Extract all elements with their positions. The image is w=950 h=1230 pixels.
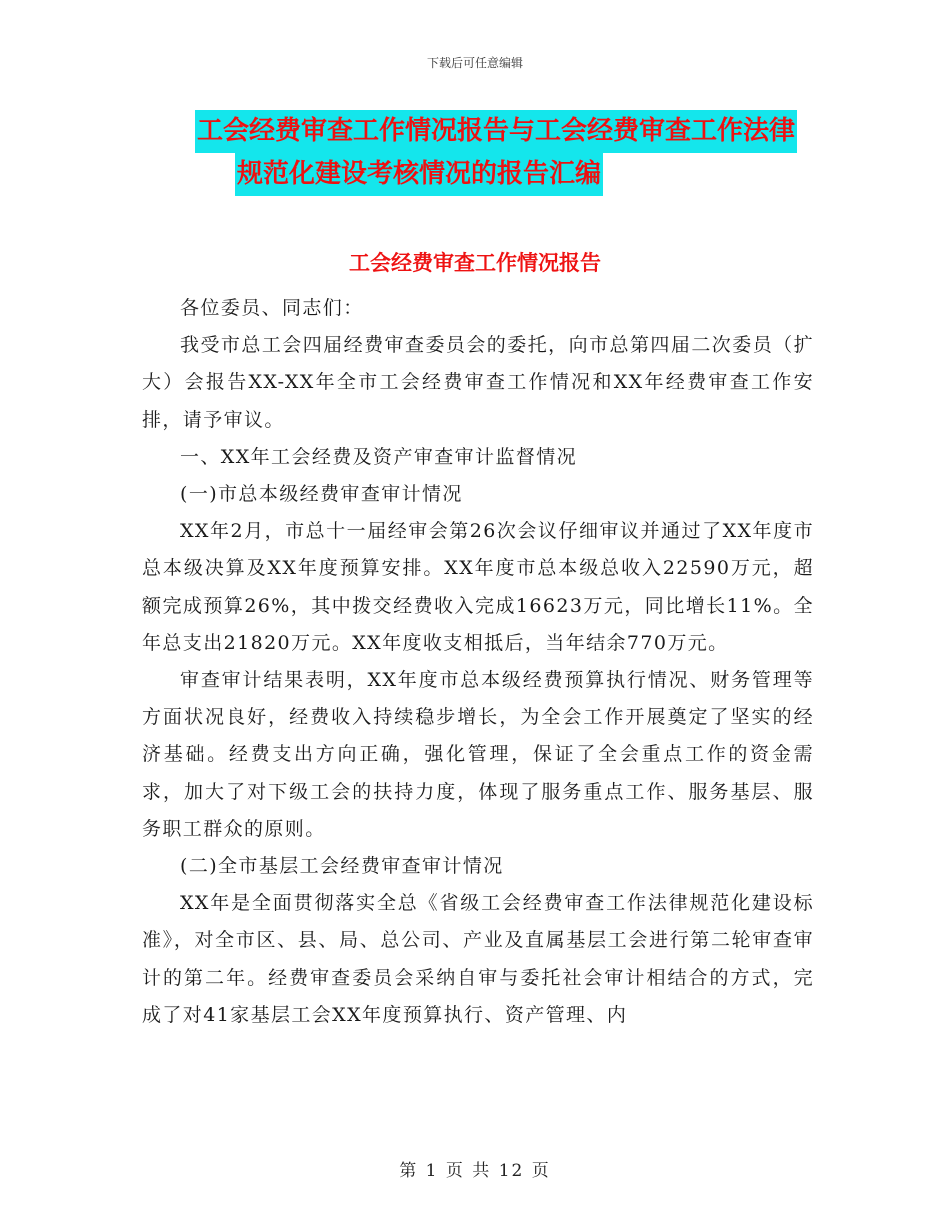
body-text bbox=[142, 290, 814, 1034]
subsection-heading-2: (二)全市基层工会经费审查审计情况 bbox=[180, 855, 504, 878]
document-title-line-1: 工会经费审查工作情况报告与工会经费审查工作法律 bbox=[195, 110, 797, 153]
document-title bbox=[0, 110, 950, 196]
page-number: 第 1 页 共 12 页 bbox=[399, 1161, 551, 1181]
document-title-line-2: 规范化建设考核情况的报告汇编 bbox=[235, 153, 603, 196]
paragraph-intro: 我受市总工会四届经费审查委员会的委托，向市总第四届二次委员（扩大）会报告XX-XX年全市工会经费审查工作情况和XX年经费审查工作安排，请予审议。 bbox=[142, 334, 814, 431]
paragraph-salutation: 各位委员、同志们： bbox=[180, 297, 364, 319]
paragraph-grassroots: XX年是全面贯彻落实全总《省级工会经费审查工作法律规范化建设标准》，对全市区、县、局、总公司、产业及直属基层工会进行第二轮审查审计的第二年。经费审查委员会采纳自审与委托社会审计相结合的方式，完成了对41家基层工会XX年度预算执行、资产管理、内 bbox=[142, 892, 814, 1026]
subsection-heading-1: (一)市总本级经费审查审计情况 bbox=[180, 483, 463, 506]
paragraph-budget: XX年2月，市总十一届经审会第26次会议仔细审议并通过了XX年度市总本级决算及XX年度预算安排。XX年度市总本级总收入22590万元，超额完成预算26%，其中拨交经费收入完成16623万元，同比增长11%。全年总支出21820万元。XX年度收支相抵后，当年结余770万元。 bbox=[142, 520, 814, 654]
page-header-note: 下载后可任意编辑 bbox=[426, 56, 523, 70]
report-title: 工会经费审查工作情况报告 bbox=[349, 251, 601, 275]
paragraph-audit-result: 审查审计结果表明，XX年度市总本级经费预算执行情况、财务管理等方面状况良好，经费收入持续稳步增长，为全会工作开展奠定了坚实的经济基础。经费支出方向正确，强化管理，保证了全会重点工作的资金需求，加大了对下级工会的扶持力度，体现了服务重点工作、服务基层、服务职工群众的原则。 bbox=[142, 669, 814, 840]
section-heading-1: 一、XX年工会经费及资产审查审计监督情况 bbox=[180, 445, 578, 468]
